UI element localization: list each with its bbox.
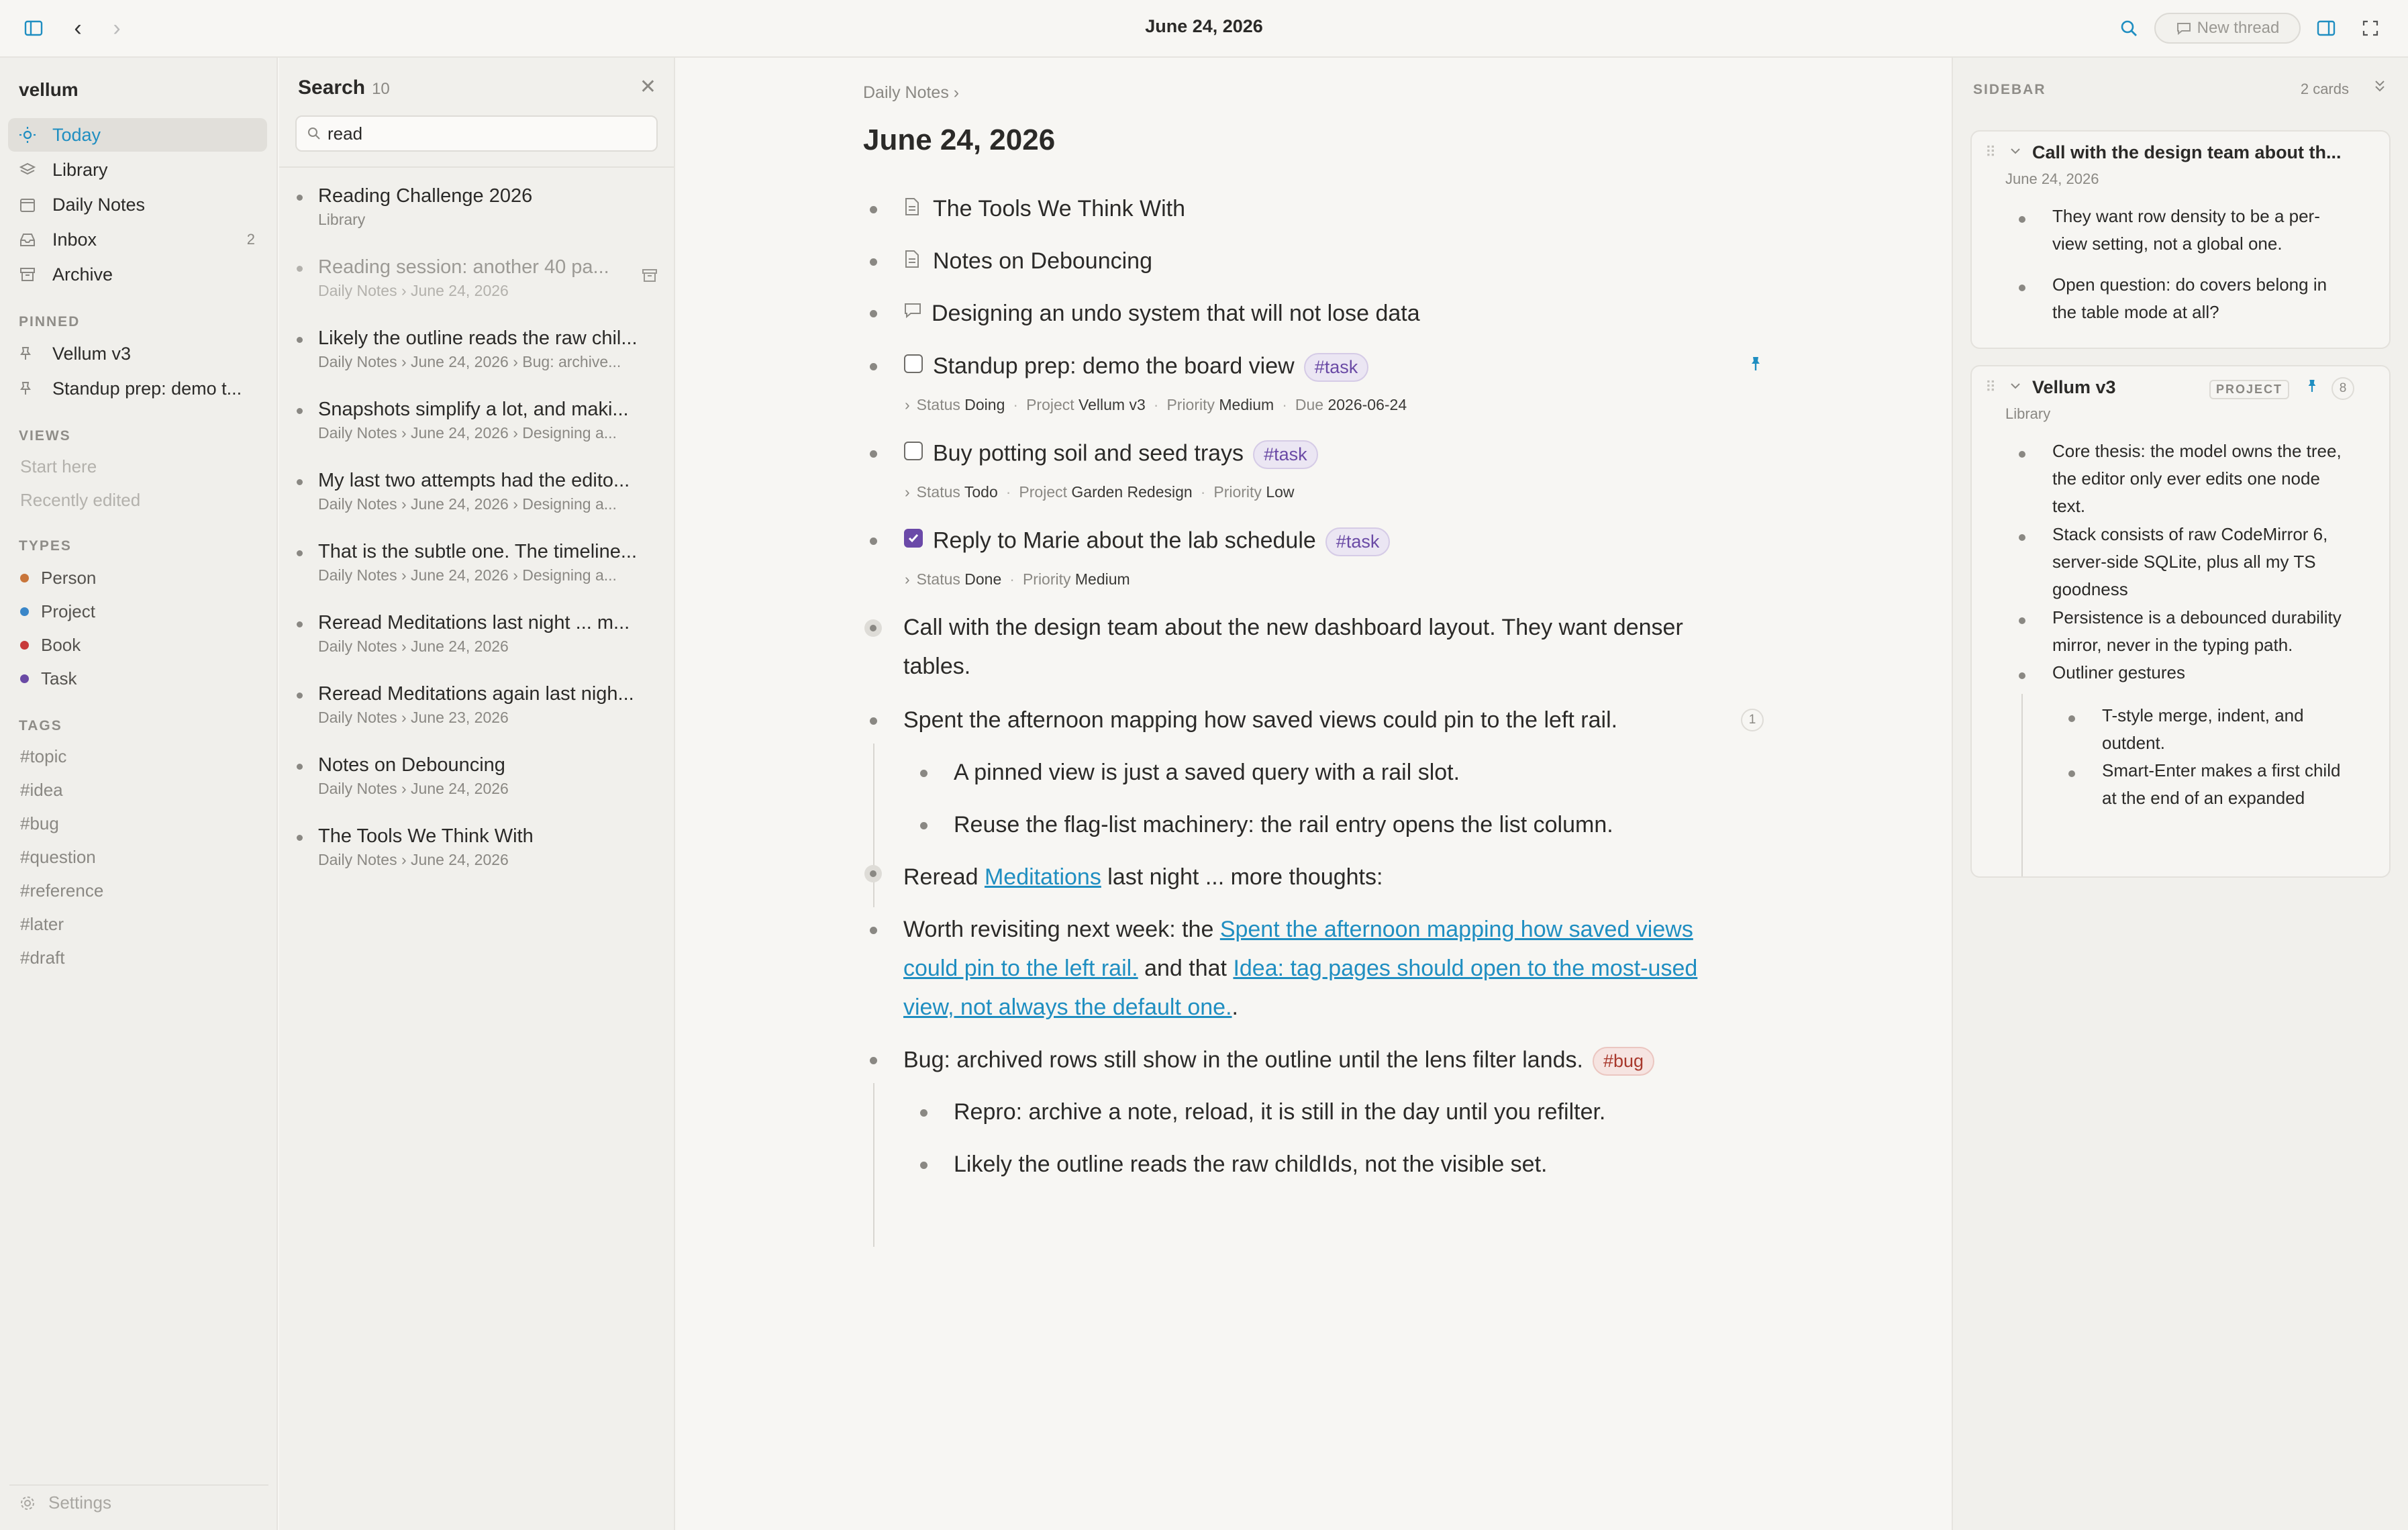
outline-item-text-continued[interactable]: tables. <box>903 654 971 679</box>
sidebar-heading: SIDEBAR <box>1973 82 2046 97</box>
bullet[interactable] <box>870 717 877 725</box>
bullet[interactable] <box>2068 770 2075 777</box>
card-line: server-side SQLite, plus all my TS <box>2052 552 2316 572</box>
bullet[interactable] <box>2019 285 2025 291</box>
bullet <box>297 408 303 414</box>
bullet[interactable] <box>920 1109 927 1117</box>
block-link[interactable]: Idea: tag pages should open to the most-used <box>1233 956 1698 981</box>
bullet <box>297 550 303 556</box>
prop-priority: Medium <box>1074 570 1130 588</box>
separator: · <box>1282 396 1287 413</box>
type-label: Task <box>41 668 77 688</box>
card-item-text[interactable] <box>2102 757 2340 812</box>
tag-item[interactable]: #topic <box>20 746 67 766</box>
prop-key: Priority <box>1022 570 1071 588</box>
prop-key: Priority <box>1213 483 1262 501</box>
chevron-down-icon[interactable] <box>2009 146 2021 159</box>
bullet <box>297 266 303 272</box>
calendar-icon <box>19 196 39 213</box>
outline-item-text[interactable]: Likely the outline reads the raw childIds, not the visible set. <box>954 1152 1548 1177</box>
result-path: Library <box>318 211 366 228</box>
page-link[interactable]: Meditations <box>984 864 1101 890</box>
outline-item-text[interactable] <box>903 864 1383 890</box>
inbox-count: 2 <box>246 231 255 248</box>
indent-guide <box>2021 694 2023 878</box>
backlink-count-badge[interactable]: 1 <box>1741 709 1764 731</box>
card-line: the editor only ever edits one node <box>2052 468 2320 489</box>
search-title <box>298 76 390 99</box>
pinned-item-vellum-v3[interactable] <box>8 337 267 370</box>
pinned-label: Vellum v3 <box>52 343 132 364</box>
search-icon <box>307 127 321 140</box>
fullscreen-button[interactable] <box>2354 12 2387 44</box>
pin-icon <box>19 346 39 361</box>
result-title: Likely the outline reads the raw chil... <box>318 327 638 349</box>
card-line: the table mode at all? <box>2052 302 2219 322</box>
text-segment: and that <box>1144 956 1227 981</box>
chevron-right-icon: › <box>905 570 910 588</box>
result-title: Reading Challenge 2026 <box>318 185 533 207</box>
close-icon: ✕ <box>639 76 656 98</box>
outline-item-text-continued[interactable] <box>903 956 1697 982</box>
chat-bubble-icon <box>2176 20 2192 36</box>
outline-item-text[interactable]: Call with the design team about the new dashboard layout. They want denser <box>903 615 1683 640</box>
result-path: Daily Notes › June 24, 2026 <box>318 780 509 797</box>
nav-item-library[interactable] <box>8 153 267 187</box>
bullet[interactable] <box>2019 672 2025 679</box>
result-path: Daily Notes › June 24, 2026 <box>318 282 509 299</box>
type-label: Book <box>41 635 81 655</box>
indent-guide[interactable] <box>873 744 874 907</box>
window-title: June 24, 2026 <box>1145 16 1263 36</box>
bullet[interactable] <box>2019 216 2025 223</box>
chevron-left-icon: ‹ <box>74 15 82 41</box>
collapsed-bullet[interactable] <box>864 865 882 882</box>
card-line: Persistence is a debounced durability <box>2052 607 2342 627</box>
task-properties[interactable] <box>905 483 1295 501</box>
card-title[interactable]: Vellum v3 <box>2032 377 2116 397</box>
prop-key: Status <box>916 483 960 501</box>
bullet[interactable] <box>2019 451 2025 458</box>
result-title: My last two attempts had the edito... <box>318 470 630 491</box>
new-thread-label: New thread <box>2197 19 2280 37</box>
bullet[interactable] <box>920 770 927 777</box>
task-checkbox[interactable] <box>904 442 923 460</box>
card-item-text[interactable]: Outliner gestures <box>2052 662 2185 682</box>
result-path: Daily Notes › June 24, 2026 › Designing a... <box>318 495 617 513</box>
nav-label: Today <box>52 124 101 145</box>
gear-icon <box>19 1494 36 1512</box>
result-title: Reread Meditations again last nigh... <box>318 683 634 705</box>
search-icon <box>2119 19 2138 38</box>
pinned-label: Standup prep: demo t... <box>52 378 242 399</box>
search-result-count: 10 <box>372 80 390 98</box>
card-title[interactable]: Call with the design team about th... <box>2032 142 2342 162</box>
cards-count: 2 cards <box>2300 81 2349 97</box>
divider <box>279 166 674 168</box>
pinned-heading: PINNED <box>19 314 81 329</box>
right-sidebar <box>1952 58 2408 1530</box>
new-thread-button[interactable] <box>2154 13 2301 44</box>
card-line: at the end of an expanded <box>2102 788 2305 808</box>
bullet[interactable] <box>870 363 877 370</box>
type-item-person[interactable] <box>20 568 96 589</box>
outline-item-text[interactable]: A pinned view is just a saved query with a rail slot. <box>954 760 1460 785</box>
card-line: mirror, never in the typing path. <box>2052 635 2293 655</box>
app-brand: vellum <box>19 79 79 100</box>
tag-item[interactable]: #later <box>20 914 64 934</box>
tag-item[interactable]: #bug <box>20 813 59 833</box>
tag-item[interactable]: #question <box>20 847 96 867</box>
result-title: Snapshots simplify a lot, and maki... <box>318 399 629 420</box>
tag-item[interactable]: #reference <box>20 880 104 901</box>
prop-key: Project <box>1019 483 1068 501</box>
search-panel <box>279 58 675 1530</box>
result-title: That is the subtle one. The timeline... <box>318 541 638 562</box>
text-segment: last night ... more thoughts: <box>1107 864 1383 890</box>
task-properties[interactable] <box>905 570 1130 589</box>
result-title: Reread Meditations last night ... m... <box>318 612 630 633</box>
task-item[interactable] <box>933 527 1390 556</box>
nav-item-today[interactable] <box>8 118 267 152</box>
search-field[interactable] <box>295 115 658 152</box>
pinned-item-standup-prep[interactable] <box>8 372 267 405</box>
bullet[interactable] <box>920 1162 927 1169</box>
task-item[interactable] <box>933 440 1318 469</box>
tag-pill-task[interactable]: #task <box>1253 440 1318 469</box>
settings-button[interactable] <box>19 1492 111 1513</box>
card-subtitle: June 24, 2026 <box>2005 170 2099 187</box>
layers-icon <box>19 161 39 178</box>
task-text: Buy potting soil and seed trays <box>933 440 1244 466</box>
nav-label: Inbox <box>52 229 97 250</box>
card-item-text[interactable] <box>2102 702 2304 757</box>
bullet[interactable] <box>2068 715 2075 722</box>
prop-key: Status <box>916 570 960 588</box>
titlebar <box>0 0 2408 58</box>
checkmark-icon <box>907 531 920 545</box>
separator: · <box>1005 483 1011 501</box>
outline-item-text[interactable]: Repro: archive a note, reload, it is still in the day until you refilter. <box>954 1099 1606 1125</box>
card-line: T-style merge, indent, and <box>2102 705 2304 725</box>
card-line: Open question: do covers belong in <box>2052 274 2327 295</box>
outline-item-text[interactable]: Spent the afternoon mapping how saved views could pin to the left rail. <box>903 707 1618 733</box>
bullet <box>297 195 303 201</box>
prop-status: Doing <box>964 396 1005 413</box>
right-panel-icon <box>2317 19 2336 38</box>
prop-priority: Low <box>1266 483 1295 501</box>
prop-key: Due <box>1295 396 1324 413</box>
text-segment: Reread <box>903 864 979 890</box>
separator: · <box>1013 396 1019 413</box>
card-item-text[interactable] <box>2052 438 2342 520</box>
document-icon <box>905 197 919 219</box>
bullet[interactable] <box>870 450 877 458</box>
bullet[interactable] <box>920 822 927 829</box>
drag-handle-icon[interactable]: ⠿ <box>1985 378 1997 395</box>
card-count-badge: 8 <box>2331 377 2354 400</box>
result-title: Reading session: another 40 pa... <box>318 256 609 278</box>
divider <box>9 1484 268 1486</box>
type-label: Person <box>41 568 97 588</box>
prop-project: Vellum v3 <box>1078 396 1146 413</box>
result-path: Daily Notes › June 24, 2026 › Designing a... <box>318 424 617 442</box>
nav-item-archive[interactable] <box>8 258 267 291</box>
bullet[interactable] <box>870 206 877 213</box>
sidebar-toggle-icon <box>24 19 43 38</box>
nav-item-daily-notes[interactable] <box>8 188 267 221</box>
text-segment: . <box>1232 994 1238 1020</box>
inbox-icon <box>19 231 39 248</box>
block-link[interactable]: view, not always the default one. <box>903 994 1232 1020</box>
bullet[interactable] <box>870 538 877 545</box>
text-segment: Bug: archived rows still show in the outline until the lens filter lands. <box>903 1047 1583 1073</box>
type-item-project[interactable] <box>20 601 95 622</box>
bullet <box>297 835 303 841</box>
prop-due: 2026-06-24 <box>1327 396 1407 413</box>
tag-pill-bug[interactable]: #bug <box>1593 1047 1654 1076</box>
prop-status: Done <box>964 570 1002 588</box>
search-input[interactable] <box>328 123 636 144</box>
result-path: Daily Notes › June 24, 2026 › Bug: archive... <box>318 353 621 370</box>
bullet[interactable] <box>2019 617 2025 624</box>
pin-icon <box>19 381 39 396</box>
task-item[interactable] <box>933 353 1368 382</box>
tag-pill-task[interactable]: #task <box>1304 353 1369 382</box>
prop-key: Priority <box>1166 396 1215 413</box>
bullet <box>297 764 303 770</box>
card-item-text[interactable] <box>2052 604 2342 659</box>
chevron-right-icon: › <box>905 483 910 501</box>
outline-item-text[interactable]: Reuse the flag-list machinery: the rail entry opens the list column. <box>954 812 1613 837</box>
outline-item-text[interactable]: The Tools We Think With <box>933 196 1186 221</box>
card-item-text[interactable] <box>2052 271 2327 326</box>
tag-pill-task[interactable]: #task <box>1325 527 1391 556</box>
outline-item-text[interactable]: Notes on Debouncing <box>933 248 1153 274</box>
nav-label: Daily Notes <box>52 194 146 215</box>
nav-item-inbox[interactable] <box>8 223 267 256</box>
indent-guide[interactable] <box>873 1083 874 1247</box>
type-label: Project <box>41 601 95 621</box>
chevron-down-icon[interactable] <box>2009 381 2021 394</box>
bullet[interactable] <box>870 1057 877 1064</box>
bullet[interactable] <box>870 258 877 266</box>
archive-icon <box>642 268 658 287</box>
main-editor <box>676 58 1952 1530</box>
view-item-recently-edited[interactable]: Recently edited <box>20 490 141 510</box>
sidebar-card[interactable] <box>1970 365 2391 878</box>
separator: · <box>1153 396 1159 413</box>
nav-label: Library <box>52 159 108 180</box>
drag-handle-icon[interactable]: ⠿ <box>1985 144 1997 160</box>
forward-button[interactable] <box>101 12 133 44</box>
type-color-dot <box>20 674 29 683</box>
pin-icon[interactable] <box>2306 378 2318 397</box>
type-color-dot <box>20 574 29 582</box>
result-title: The Tools We Think With <box>318 825 534 847</box>
result-path: Daily Notes › June 24, 2026 <box>318 851 509 868</box>
prop-priority: Medium <box>1219 396 1274 413</box>
views-heading: VIEWS <box>19 428 71 444</box>
separator: · <box>1009 570 1015 588</box>
prop-key: Project <box>1026 396 1074 413</box>
text-segment: Worth revisiting next week: the <box>903 917 1214 942</box>
nav-label: Archive <box>52 264 113 285</box>
toggle-sidebar-button[interactable] <box>17 12 50 44</box>
bullet <box>297 621 303 627</box>
type-item-task[interactable] <box>20 668 77 689</box>
task-checkbox[interactable] <box>904 354 923 373</box>
tags-heading: TAGS <box>19 718 62 733</box>
breadcrumb[interactable]: Daily Notes › <box>863 83 960 102</box>
card-line: Smart-Enter makes a first child <box>2102 760 2341 780</box>
settings-label: Settings <box>48 1492 111 1513</box>
expand-icon <box>2362 19 2379 37</box>
sidebar-card[interactable] <box>1970 130 2391 349</box>
tag-item[interactable]: #draft <box>20 948 65 968</box>
separator: · <box>1200 483 1206 501</box>
card-line: outdent. <box>2102 733 2165 753</box>
block-link[interactable]: Spent the afternoon mapping how saved views <box>1219 917 1693 942</box>
outline-item-text[interactable] <box>903 917 1693 943</box>
search-title-label: Search <box>298 76 366 99</box>
prop-status: Todo <box>964 483 998 501</box>
type-item-book[interactable] <box>20 635 81 656</box>
result-path: Daily Notes › June 24, 2026 › Designing a... <box>318 566 617 584</box>
bullet[interactable] <box>870 927 877 934</box>
collapse-all-button[interactable] <box>2373 78 2387 97</box>
type-color-dot <box>20 607 29 616</box>
outline-item-text[interactable] <box>903 1047 1654 1076</box>
document-icon <box>905 250 919 272</box>
search-button[interactable] <box>2113 12 2145 44</box>
archive-icon <box>19 266 39 283</box>
bullet <box>297 693 303 699</box>
chevron-right-icon: › <box>905 396 910 413</box>
pin-icon[interactable] <box>1749 356 1762 375</box>
toggle-right-sidebar-button[interactable] <box>2310 12 2342 44</box>
card-line: text. <box>2052 496 2086 516</box>
prop-project: Garden Redesign <box>1071 483 1193 501</box>
types-heading: TYPES <box>19 538 72 554</box>
card-line: Stack consists of raw CodeMirror 6, <box>2052 524 2328 544</box>
prop-key: Status <box>916 396 960 413</box>
card-line: goodness <box>2052 579 2128 599</box>
result-path: Daily Notes › June 24, 2026 <box>318 638 509 655</box>
view-item-start-here[interactable]: Start here <box>20 456 97 476</box>
task-text: Reply to Marie about the lab schedule <box>933 527 1316 554</box>
result-title: Notes on Debouncing <box>318 754 505 776</box>
project-type-badge: PROJECT <box>2209 380 2289 399</box>
card-line: view setting, not a global one. <box>2052 234 2282 254</box>
close-search-button[interactable] <box>640 75 656 99</box>
bullet <box>297 479 303 485</box>
tag-item[interactable]: #idea <box>20 780 63 800</box>
result-path: Daily Notes › June 23, 2026 <box>318 709 509 726</box>
card-item-text[interactable] <box>2052 521 2327 603</box>
outline-item-text[interactable]: Designing an undo system that will not lose data <box>932 301 1420 326</box>
task-checkbox-checked[interactable] <box>904 529 923 548</box>
back-button[interactable] <box>62 12 94 44</box>
card-line: They want row density to be a per- <box>2052 206 2320 226</box>
card-item-text[interactable] <box>2052 203 2320 258</box>
bullet[interactable] <box>2019 534 2025 541</box>
left-sidebar <box>0 58 278 1530</box>
double-chevron-down-icon <box>2373 78 2387 94</box>
card-subtitle: Library <box>2005 405 2051 422</box>
task-properties[interactable] <box>905 396 1407 414</box>
bullet <box>297 337 303 343</box>
sun-icon <box>19 126 39 144</box>
task-text: Standup prep: demo the board view <box>933 353 1295 379</box>
bullet[interactable] <box>870 310 877 317</box>
card-line: Core thesis: the model owns the tree, <box>2052 441 2342 461</box>
chevron-right-icon: › <box>113 15 121 41</box>
outline-item-text-continued[interactable] <box>903 994 1238 1021</box>
type-color-dot <box>20 641 29 650</box>
collapsed-bullet[interactable] <box>864 619 882 637</box>
chat-bubble-icon <box>903 302 922 323</box>
page-title: June 24, 2026 <box>863 123 1056 156</box>
block-link[interactable]: could pin to the left rail. <box>903 956 1138 981</box>
